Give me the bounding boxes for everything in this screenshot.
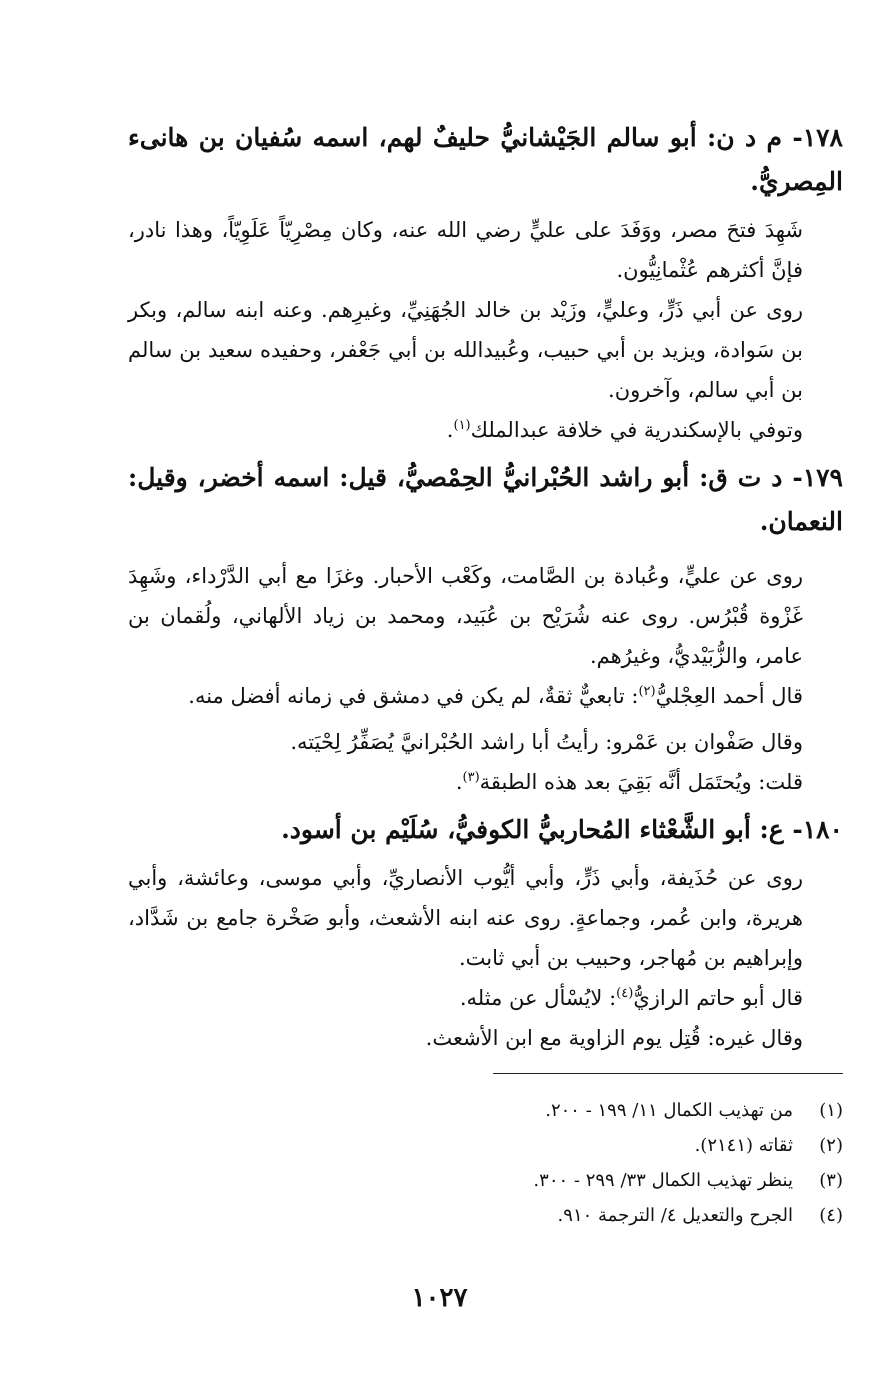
entry-180-note-text: وقال غيره: قُتِل يوم الزاوية مع ابن الأشعث [432, 1026, 803, 1050]
entry-180-note-end: . [425, 1026, 433, 1050]
footnote-divider [493, 1073, 843, 1074]
page-number: ١٠٢٧ [411, 1283, 468, 1313]
entry-178-para-2: روى عن أبي ذَرٍّ، وعليٍّ، وزَيْد بن خالد الجُهَنِيِّ، وغيرِهم. وعنه ابنه سالم، وبكر بن سَوادة، ويزيد بن أبي حبيب، وعُبيدالله بن أبي جَعْفر، وحفيده سعيد بن سالم بن أبي سالم، وآخرون. [128, 298, 803, 402]
footnote-ref-4[interactable]: (٤) [616, 986, 634, 1001]
entry-179-heading: ١٧٩- د ت ق: أبو راشد الحُبْرانيُّ الحِمْصيُّ، قيل: اسمه أخضر، وقيل: النعمان. [128, 463, 843, 536]
footnote-number: (٢) [819, 1135, 843, 1156]
footnote-text: الجرح والتعديل ٤/ الترجمة ٩١٠. [557, 1205, 793, 1226]
footnote-ref-2[interactable]: (٢) [638, 684, 656, 699]
footnote-number: (١) [819, 1100, 843, 1121]
entry-178-death-text: وتوفي بالإسكندرية في خلافة عبدالملك [470, 418, 803, 442]
footnote-2 [323, 1128, 843, 1163]
entry-180-quote-rest: : لايُسْأل عن مثله. [459, 986, 617, 1010]
footnote-number: (٣) [819, 1170, 843, 1191]
entry-178-death-note [128, 410, 843, 450]
entry-179-quote-prefix: قال أحمد العِجْليُّ [655, 684, 803, 708]
entry-180-heading: ١٨٠- ع: أبو الشَّعْثاء المُحاربيُّ الكوفيُّ، سُلَيْم بن أسود. [281, 815, 843, 844]
entry-178-para-1: شَهِدَ فتحَ مصر، ووَفَدَ على عليٍّ رضي الله عنه، وكان مِصْرِيّاً عَلَوِيّاً، وهذا نادر، فإنَّ أكثرهم عُثْمانِيُّون. [128, 218, 803, 282]
footnote-ref-3[interactable]: (٣) [462, 770, 480, 785]
footnote-text: من تهذيب الكمال ١١/ ١٩٩ - ٢٠٠. [545, 1100, 793, 1121]
footnote-number: (٤) [819, 1205, 843, 1226]
entry-178-death-end: . [446, 418, 454, 442]
entry-180-para-1: روى عن حُذَيفة، وأبي ذَرٍّ، وأبي أيُّوب الأنصاريِّ، وأبي موسى، وعائشة، وأبي هريرة، وابن عُمر، وجماعةٍ. روى عنه ابنه الأشعث، وأبو صَخْرة جامع بن شَدَّاد، وإبراهيم بن مُهاجر، وحبيب بن أبي ثابت. [128, 866, 803, 970]
footnote-text: ينظر تهذيب الكمال ٣٣/ ٢٩٩ - ٣٠٠. [533, 1170, 793, 1191]
entry-179-note-text: قلت: ويُحتَمَل أنَّه بَقِيَ بعد هذه الطبقة [479, 770, 803, 794]
footnote-1 [323, 1093, 843, 1128]
footnote-4 [323, 1198, 843, 1233]
entry-179-note-end: . [455, 770, 463, 794]
entry-180-quote [128, 978, 843, 1018]
footnote-ref-1[interactable]: (١) [453, 418, 471, 433]
entry-180-note [128, 1018, 843, 1058]
entry-179-quote-rest: : تابعيٌّ ثقةٌ، لم يكن في دمشق في زمانه أفضل منه. [188, 684, 639, 708]
footnotes [323, 1093, 843, 1233]
entry-179-quote [128, 676, 843, 716]
entry-180-quote-prefix: قال أبو حاتم الرازيُّ [633, 986, 803, 1010]
entry-179-para-1: روى عن عليٍّ، وعُبادة بن الصَّامت، وكَعْب الأحبار. وغزَا مع أبي الدَّرْداء، وشَهِدَ غَزْوة قُبْرُس. روى عنه شُرَيْح بن عُبَيد، ومحمد بن زياد الألهاني، ولُقمان بن عامر، والزُّبَيْديُّ، وغيرُهم. [128, 564, 803, 668]
entry-178-heading: ١٧٨- م د ن: أبو سالم الجَيْشانيُّ حليفٌ لهم، اسمه سُفيان بن هانىء المِصريُّ. [128, 123, 843, 196]
main-text [128, 116, 843, 1058]
entry-179-para-2: وقال صَفْوان بن عَمْرو: رأيتُ أبا راشد الحُبْرانيَّ يُصَفِّرُ لِحْيَته. [290, 730, 803, 754]
entry-179-note [128, 762, 843, 802]
footnote-3 [323, 1163, 843, 1198]
footnote-text: ثقاته (٢١٤١). [694, 1135, 793, 1156]
